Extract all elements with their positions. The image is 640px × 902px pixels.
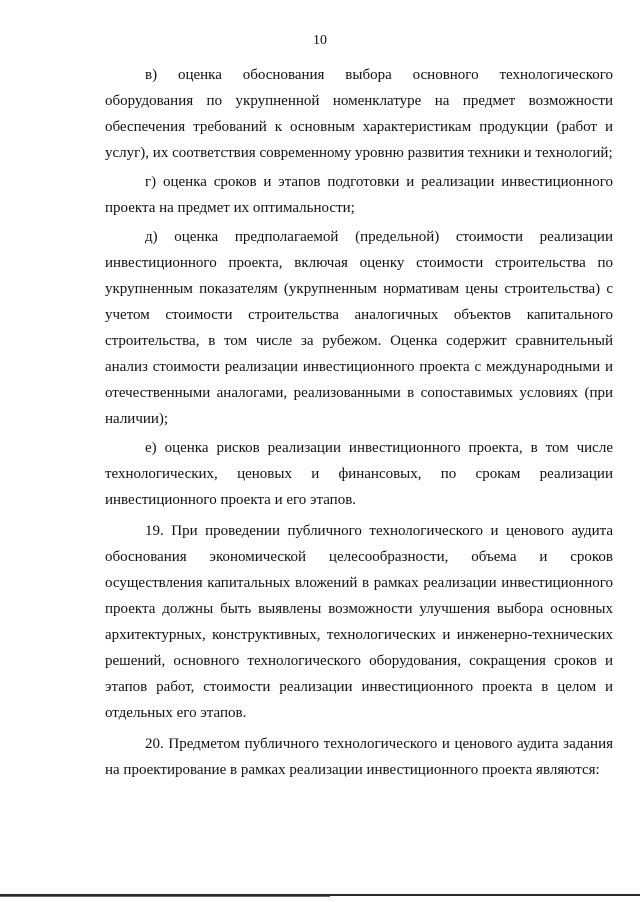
document-body xyxy=(105,62,613,783)
paragraph-item-v: в) оценка обоснования выбора основного технологического оборудования по укрупненной номенклатуре на предмет возможности обеспечения требований к основным характеристикам продукции (работ и услуг), их соответствия современному уровню развития техники и технологий; xyxy=(105,67,613,161)
paragraph-item-g: г) оценка сроков и этапов подготовки и реализации инвестиционного проекта на предмет их оптимальности; xyxy=(105,174,613,216)
paragraph-clause-19: 19. При проведении публичного технологического и ценового аудита обоснования экономической целесообразности, объема и сроков осуществления капитальных вложений в рамках реализации инвестиционного проекта должны быть выявлены возможности улучшения выбора основных архитектурных, конструктивных, технологических и инженерно-технических решений, основного технологического оборудования, сокращения сроков и этапов работ, стоимости реализации инвестиционного проекта в целом и отдельных его этапов. xyxy=(105,523,613,721)
paragraph-item-e: е) оценка рисков реализации инвестиционного проекта, в том числе технологических, ценовых и финансовых, по срокам реализации инвестиционного проекта и его этапов. xyxy=(105,440,613,508)
scan-bottom-edge-shadow xyxy=(0,896,330,897)
paragraph-item-d: д) оценка предполагаемой (предельной) стоимости реализации инвестиционного проекта, включая оценку стоимости строительства по укрупненным показателям (укрупненным нормативам цены строительства) с учетом стоимости строительства аналогичных объектов капитального строительства, в том числе за рубежом. Оценка содержит сравнительный анализ стоимости реализации инвестиционного проекта с международными и отечественными аналогами, реализованными в сопоставимых условиях (при наличии); xyxy=(105,229,613,427)
page-number: 10 xyxy=(313,33,327,48)
paragraph-clause-20: 20. Предметом публичного технологического и ценового аудита задания на проектирование в рамках реализации инвестиционного проекта являются: xyxy=(105,736,613,778)
